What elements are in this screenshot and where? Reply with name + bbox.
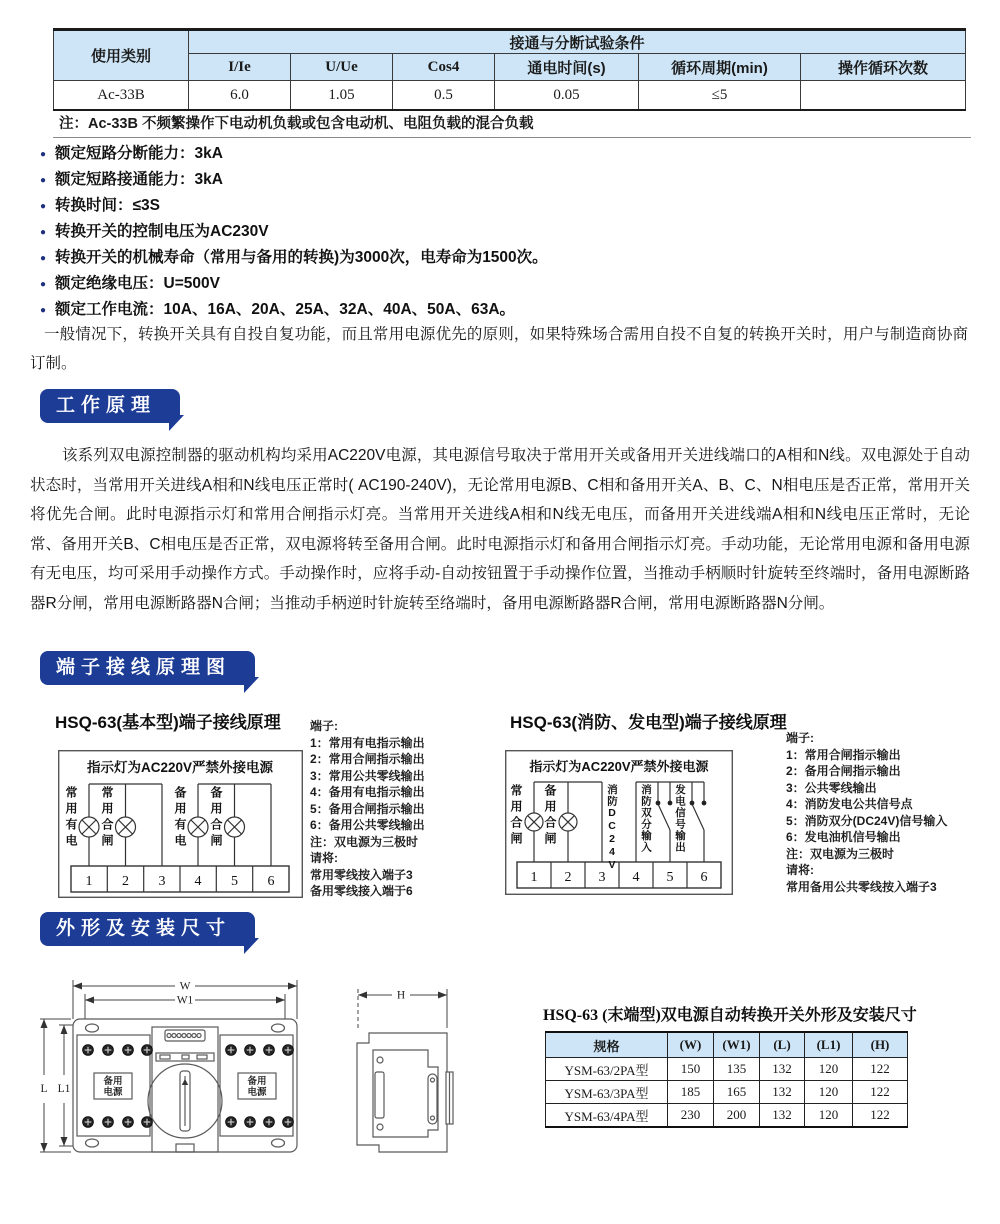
dim-label-l: L xyxy=(40,1083,48,1095)
dim-cell: 150 xyxy=(668,1058,714,1081)
spec-bullet-list xyxy=(40,141,548,323)
dim-cell: 120 xyxy=(805,1104,853,1128)
dim-table-title: HSQ-63 (末端型)双电源自动转换开关外形及安装尺寸 xyxy=(543,1007,917,1024)
note-line: 3：公共零线输出 xyxy=(786,780,877,795)
spec-bullet: ● 转换开关的机械寿命（常用与备用的转换)为3000次，电寿命为1500次。 xyxy=(40,245,548,271)
note-line: 注：双电源为三极时 xyxy=(786,846,895,861)
model-cell: YSM-63/4PA型 xyxy=(546,1104,668,1128)
note-line: 1：常用合闸指示输出 xyxy=(786,747,901,762)
terminal-number: 2 xyxy=(122,874,129,889)
terminal-number: 2 xyxy=(564,870,572,885)
dim-cell: 120 xyxy=(805,1058,853,1081)
note-line: 6：备用公共零线输出 xyxy=(310,818,425,832)
notes-title: 端子: xyxy=(310,719,338,733)
note-line: 注：双电源为三极时 xyxy=(310,834,419,849)
spec-bullet: ● 额定短路接通能力：3kA xyxy=(40,167,548,193)
spec-value: 1.05 xyxy=(291,81,393,111)
spec-bullet: ● 转换时间：≤3S xyxy=(40,193,548,219)
dim-cell: 122 xyxy=(853,1104,908,1128)
contact-dot xyxy=(690,801,695,806)
spec-value: 6.0 xyxy=(189,81,291,111)
model-cell: YSM-63/2PA型 xyxy=(546,1058,668,1081)
col-header: Cos4 xyxy=(393,54,495,81)
fire-diagram-title: HSQ-63(消防、发电型)端子接线原理 xyxy=(510,713,787,732)
group-header-cell: 接通与分断试验条件 xyxy=(189,30,966,54)
basic-terminal-diagram xyxy=(58,750,303,898)
section-banner-working-principle xyxy=(40,389,180,423)
terminal-number: 4 xyxy=(194,874,202,889)
spec-table-wrap xyxy=(53,28,971,138)
signal-label: 消防双分输入 xyxy=(640,784,652,853)
col-header: 循环周期(min) xyxy=(639,54,801,81)
signal-label: 发电信号输出 xyxy=(674,784,686,853)
note-line: 5：备用合闸指示输出 xyxy=(310,801,425,816)
dim-cell: 120 xyxy=(805,1081,853,1104)
note-line: 常用备用公共零线按入端子3 xyxy=(786,879,937,894)
spec-value xyxy=(801,81,966,111)
terminal-number: 3 xyxy=(158,874,166,889)
note-line: 4：消防发电公共信号点 xyxy=(786,797,913,811)
spec-value: 0.5 xyxy=(393,81,495,111)
terminal-number: 4 xyxy=(632,870,640,885)
lamp-label: 常用合闸 xyxy=(509,784,523,848)
contact-dot xyxy=(702,801,707,806)
terminal-number: 6 xyxy=(267,874,275,889)
spec-bullet: ● 额定短路分断能力：3kA xyxy=(40,141,548,167)
spec-bullet: ● 转换开关的控制电压为AC230V xyxy=(40,219,548,245)
note-line: 1：常用有电指示输出 xyxy=(310,735,425,750)
terminal-number: 1 xyxy=(85,874,93,889)
dim-cell: 135 xyxy=(714,1058,760,1081)
dim-cell: 132 xyxy=(760,1081,805,1104)
table-row xyxy=(546,1081,908,1104)
dim-cell: 165 xyxy=(714,1081,760,1104)
outline-drawing xyxy=(28,972,488,1167)
dim-label-w1: W1 xyxy=(176,994,194,1007)
dim-cell: 132 xyxy=(760,1104,805,1128)
fire-terminal-notes xyxy=(786,730,947,895)
warning-text: 指示灯为AC220V严禁外接电源 xyxy=(529,759,709,774)
dim-table-wrap xyxy=(545,1031,908,1128)
dim-cell: 185 xyxy=(668,1081,714,1104)
section-title: 工作原理 xyxy=(56,395,157,416)
dim-label-h: H xyxy=(396,989,406,1002)
dim-col-header: (W) xyxy=(668,1032,714,1058)
table-row xyxy=(546,1104,908,1128)
terminal-number: 6 xyxy=(700,870,708,885)
model-cell: YSM-63/3PA型 xyxy=(546,1081,668,1104)
spec-bullet: ● 额定绝缘电压：U=500V xyxy=(40,271,548,297)
col-header: 通电时间(s) xyxy=(495,54,639,81)
spec-bullet: ● 额定工作电流：10A、16A、20A、25A、32A、40A、50A、63A。 xyxy=(40,297,548,323)
dim-cell: 230 xyxy=(668,1104,714,1128)
dim-col-header: (L1) xyxy=(805,1032,853,1058)
col-header: 操作循环次数 xyxy=(801,54,966,81)
dim-label-l1: L1 xyxy=(57,1083,71,1095)
warning-text: 指示灯为AC220V严禁外接电源 xyxy=(86,760,274,775)
signal-label: 消防DC24V xyxy=(606,784,618,872)
dim-cell: 132 xyxy=(760,1058,805,1081)
dim-col-header: (L) xyxy=(760,1032,805,1058)
note-line: 4：备用有电指示输出 xyxy=(310,785,425,799)
note-line: 请将: xyxy=(310,851,338,865)
spec-table xyxy=(53,28,966,111)
note-line: 3：常用公共零线输出 xyxy=(310,768,425,783)
dim-table xyxy=(545,1031,908,1128)
intro-paragraph: 一般情况下，转换开关具有自投自复功能，而且常用电源优先的原则，如果特殊场合需用自投不自复的转换开关时，用户与制造商协商订制。 xyxy=(30,326,968,372)
terminal-number: 5 xyxy=(666,870,674,885)
side-view xyxy=(357,1033,453,1152)
note-line: 常用零线按入端子3 xyxy=(310,867,413,882)
terminal-number: 3 xyxy=(598,870,606,885)
terminal-number: 5 xyxy=(231,874,238,889)
panel-label: 备用 xyxy=(103,1076,123,1087)
section-banner-outline xyxy=(40,912,255,946)
fire-terminal-diagram xyxy=(505,750,733,895)
working-principle-body: 该系列双电源控制器的驱动机构均采用AC220V电源，其电源信号取决于常用开关或备用开关进线端口的A相和N线。双电源处于自动状态时，当常用开关进线A相和N线电压正常时( AC190-240V)，无论常用电源B、C相和备用开关A、B、C、N相电压是否正常，常用开关将优先合闸。此时电源指示灯和常用合闸指示灯亮。当常用开关进线A相和N线无电压，而备用开关进线端A相和N线电压正常时，无论常、备用开关B、C相电压是否正常，双电源将转至备用合闸。此时电源指示灯和备用合闸指示灯亮。手动功能，无论常用电源和备用电源有无电压，均可采用手动操作方式。手动操作时，应将手动-自动按钮置于手动操作位置，当推动手柄顺时针旋转至终端时，备用电源断路器R分闸，常用电源断路器N合闸；当推动手柄逆时针旋转至络端时，备用电源断路器R合闸，常用电源断路器N分闸。 xyxy=(30,447,970,612)
note-line: 请将: xyxy=(786,863,814,877)
col-header: U/Ue xyxy=(291,54,393,81)
dim-col-header: (W1) xyxy=(714,1032,760,1058)
panel-label: 电源 xyxy=(247,1087,267,1098)
lamp-label: 备用有电 xyxy=(173,786,187,850)
section-title: 外形及安装尺寸 xyxy=(56,918,232,939)
dim-col-header: 规格 xyxy=(546,1032,668,1058)
contact-dot xyxy=(668,801,673,806)
terminal-strip xyxy=(517,862,721,888)
lamp-label: 备用合闸 xyxy=(543,784,557,848)
lamp-label: 常用有电 xyxy=(64,786,78,850)
note-line: 6：发电油机信号输出 xyxy=(786,830,901,844)
usage-value: Ac-33B xyxy=(54,81,189,111)
table-row xyxy=(546,1058,908,1081)
dim-label-w: W xyxy=(179,980,191,993)
note-line: 备用零线接入端于6 xyxy=(310,884,413,898)
dim-cell: 122 xyxy=(853,1081,908,1104)
spec-value: ≤5 xyxy=(639,81,801,111)
basic-terminal-notes xyxy=(310,718,425,900)
spec-value: 0.05 xyxy=(495,81,639,111)
note-line: 5：消防双分(DC24V)信号输入 xyxy=(786,813,948,828)
note-line: 2：常用合闸指示输出 xyxy=(310,752,425,766)
panel-label: 电源 xyxy=(103,1087,123,1098)
note-line: 2：备用合闸指示输出 xyxy=(786,764,901,778)
dim-cell: 122 xyxy=(853,1058,908,1081)
notes-title: 端子: xyxy=(786,731,814,745)
panel-label: 备用 xyxy=(247,1076,267,1087)
fire-diagram-svg xyxy=(505,750,733,895)
dim-cell: 200 xyxy=(714,1104,760,1128)
section-title: 端子接线原理图 xyxy=(56,657,232,678)
basic-diagram-title: HSQ-63(基本型)端子接线原理 xyxy=(55,713,281,732)
col-header: I/Ie xyxy=(189,54,291,81)
spec-table-note: 注：Ac-33B 不频繁操作下电动机负载或包含电动机、电阻负载的混合负载 xyxy=(53,111,971,138)
terminal-strip xyxy=(71,866,289,892)
dim-col-header: (H) xyxy=(853,1032,908,1058)
contact-dot xyxy=(656,801,661,806)
usage-header-cell: 使用类别 xyxy=(54,30,189,81)
section-banner-terminal-wiring xyxy=(40,651,255,685)
lamp-label: 常用合闸 xyxy=(100,786,114,850)
terminal-number: 1 xyxy=(530,870,538,885)
lamp-label: 备用合闸 xyxy=(209,786,223,850)
